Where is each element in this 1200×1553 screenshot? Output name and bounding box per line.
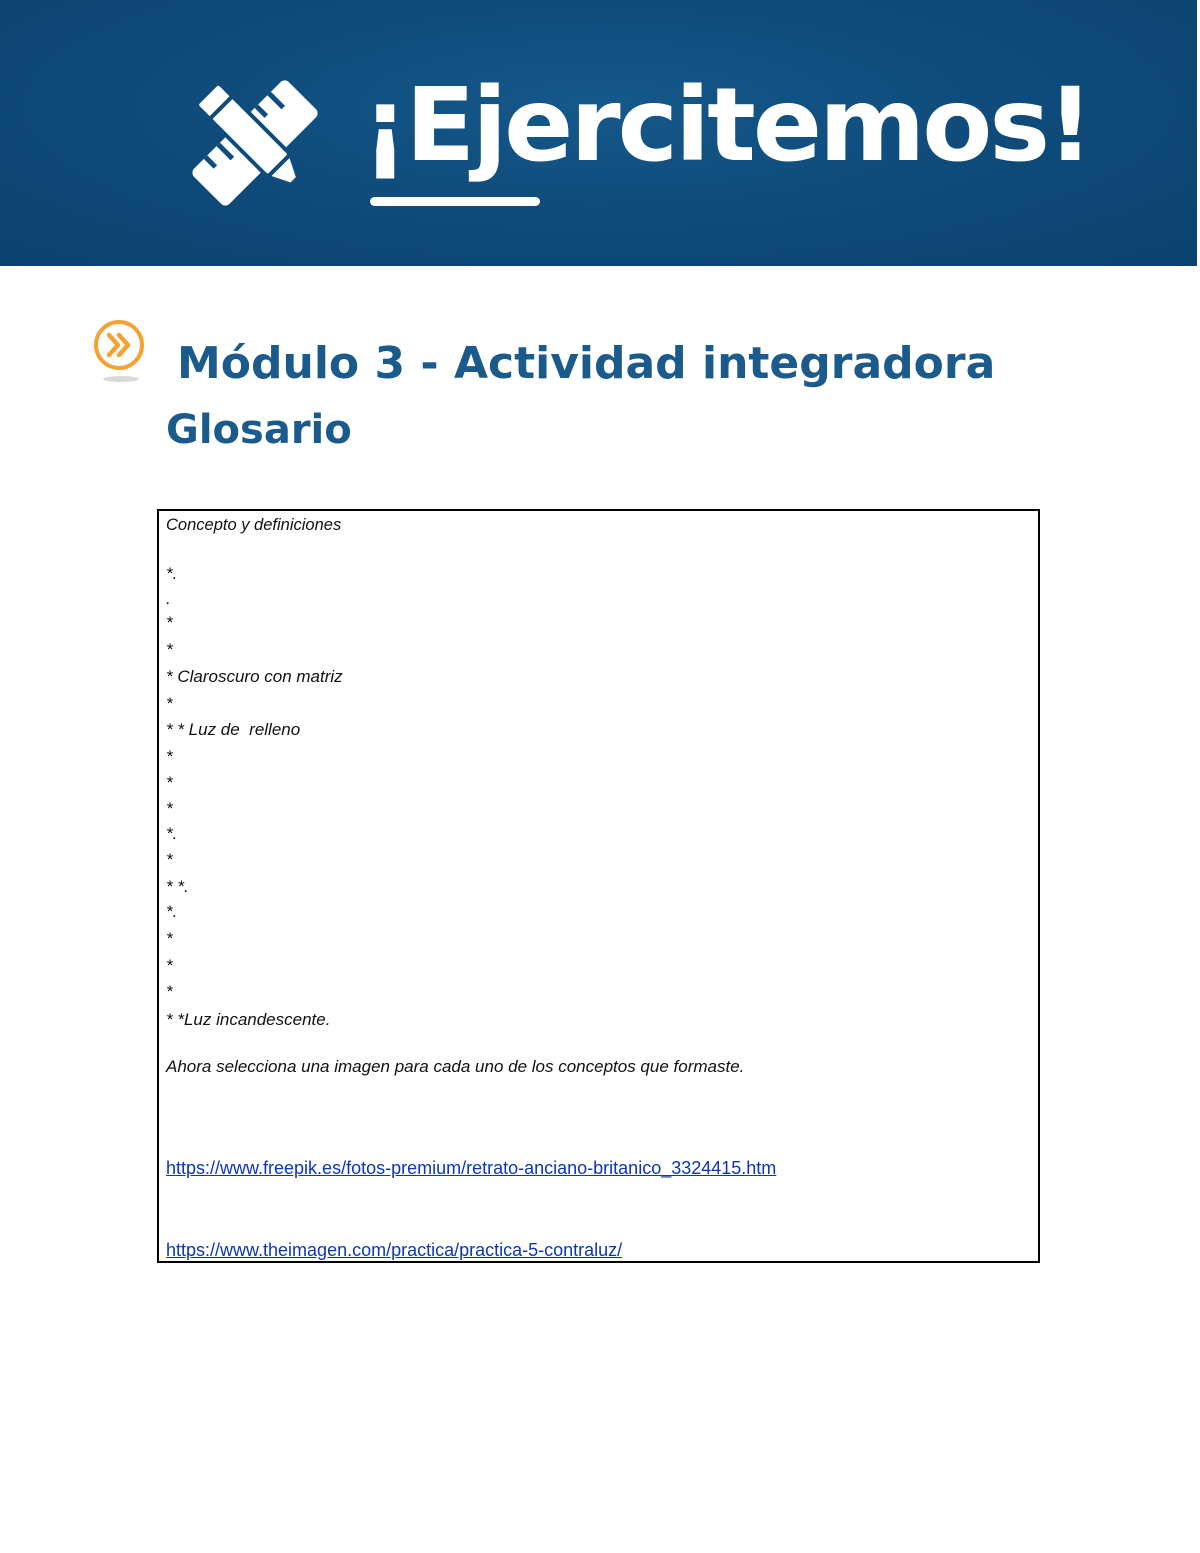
banner-underline [370,197,540,206]
glossary-line: *. [166,824,178,843]
glossary-line: * [166,982,173,1001]
section-title: Glosario [166,407,352,453]
glossary-line: *. [166,902,178,921]
glossary-line: *. [166,564,178,583]
theimagen-link[interactable]: https://www.theimagen.com/practica/practica-5-contraluz/ [166,1240,623,1260]
glossary-box [157,509,1040,1263]
glossary-line: * [166,694,173,713]
glossary-line: * [166,640,173,659]
glossary-instruction: Ahora selecciona una imagen para cada uno de los conceptos que formaste. [166,1057,745,1076]
glossary-line: * [166,799,173,818]
glossary-line: . [166,589,171,608]
double-chevron-right-icon [90,318,152,384]
header-banner [0,0,1197,266]
glossary-line: * [166,747,173,766]
glossary-line: * [166,850,173,869]
glossary-line: * Claroscuro con matriz [166,667,343,686]
ruler-pencil-icon [190,78,320,208]
freepik-link[interactable]: https://www.freepik.es/fotos-premium/retrato-anciano-britanico_3324415.htm [166,1158,777,1178]
glossary-line: * [166,956,173,975]
glossary-line: * *Luz incandescente. [166,1010,331,1029]
glossary-line: * [166,773,173,792]
glossary-heading: Concepto y definiciones [166,516,342,534]
glossary-line: * * Luz de relleno [166,720,301,739]
banner-title: ¡Ejercitemos! [362,66,1091,185]
module-title: Módulo 3 - Actividad integradora [177,338,996,389]
glossary-line: * [166,613,173,632]
glossary-line: * *. [166,877,189,896]
glossary-line: * [166,929,173,948]
